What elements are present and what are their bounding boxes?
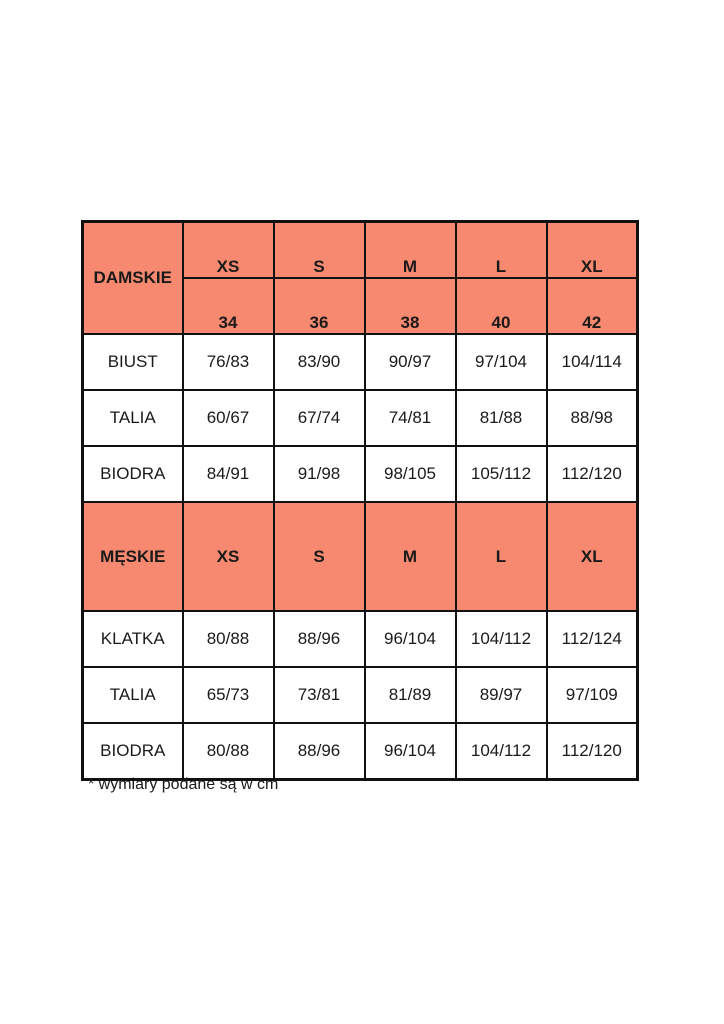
row-label: BIUST	[83, 334, 183, 390]
women-number-42: 42	[547, 278, 638, 334]
men-size-l: L	[456, 502, 547, 611]
units-footnote: * wymiary podane są w cm	[88, 776, 279, 793]
men-section-label: MĘSKIE	[83, 502, 183, 611]
women-size-xl: XL	[547, 222, 638, 279]
women-number-36: 36	[274, 278, 365, 334]
table-cell: 76/83	[183, 334, 274, 390]
women-number-38: 38	[365, 278, 456, 334]
table-cell: 60/67	[183, 390, 274, 446]
table-cell: 112/120	[547, 446, 638, 502]
table-cell: 73/81	[274, 667, 365, 723]
women-section-label: DAMSKIE	[83, 222, 183, 335]
table-cell: 89/97	[456, 667, 547, 723]
table-row	[83, 390, 638, 446]
table-cell: 98/105	[365, 446, 456, 502]
men-size-header-row	[83, 502, 638, 611]
women-size-header-row	[83, 222, 638, 279]
table-cell: 83/90	[274, 334, 365, 390]
table-cell: 104/112	[456, 723, 547, 780]
table-cell: 104/112	[456, 611, 547, 667]
table-cell: 67/74	[274, 390, 365, 446]
table-cell: 112/120	[547, 723, 638, 780]
table-row	[83, 446, 638, 502]
table-cell: 88/98	[547, 390, 638, 446]
table-cell: 96/104	[365, 723, 456, 780]
table-row	[83, 334, 638, 390]
table-cell: 112/124	[547, 611, 638, 667]
men-size-m: M	[365, 502, 456, 611]
women-size-s: S	[274, 222, 365, 279]
row-label: TALIA	[83, 667, 183, 723]
table-cell: 74/81	[365, 390, 456, 446]
table-row	[83, 723, 638, 780]
table-cell: 96/104	[365, 611, 456, 667]
table-cell: 105/112	[456, 446, 547, 502]
table-cell: 84/91	[183, 446, 274, 502]
table-cell: 91/98	[274, 446, 365, 502]
row-label: KLATKA	[83, 611, 183, 667]
women-size-m: M	[365, 222, 456, 279]
table-cell: 80/88	[183, 611, 274, 667]
men-size-xs: XS	[183, 502, 274, 611]
row-label: BIODRA	[83, 723, 183, 780]
table-cell: 90/97	[365, 334, 456, 390]
table-cell: 88/96	[274, 723, 365, 780]
row-label: BIODRA	[83, 446, 183, 502]
table-cell: 88/96	[274, 611, 365, 667]
table-cell: 81/89	[365, 667, 456, 723]
table-cell: 80/88	[183, 723, 274, 780]
row-label: TALIA	[83, 390, 183, 446]
table-cell: 97/104	[456, 334, 547, 390]
women-number-40: 40	[456, 278, 547, 334]
table-cell: 104/114	[547, 334, 638, 390]
men-size-s: S	[274, 502, 365, 611]
table-cell: 81/88	[456, 390, 547, 446]
table-row	[83, 611, 638, 667]
women-size-xs: XS	[183, 222, 274, 279]
men-size-xl: XL	[547, 502, 638, 611]
women-number-34: 34	[183, 278, 274, 334]
table-cell: 65/73	[183, 667, 274, 723]
table-cell: 97/109	[547, 667, 638, 723]
size-chart-table	[81, 220, 639, 781]
women-size-l: L	[456, 222, 547, 279]
table-row	[83, 667, 638, 723]
